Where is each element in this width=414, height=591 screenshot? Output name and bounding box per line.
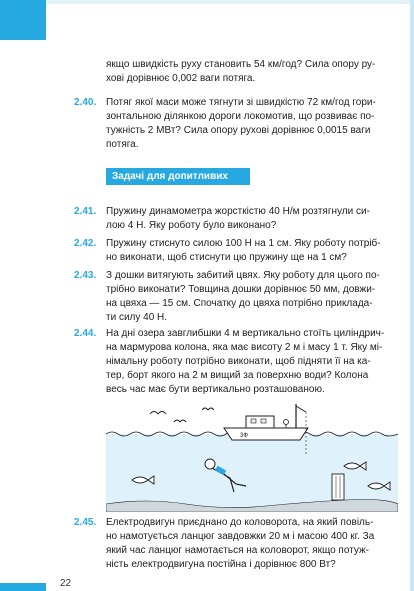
problem-number: 2.45.	[74, 517, 97, 528]
problem-2-44	[74, 327, 398, 397]
bottom-accent	[0, 583, 46, 591]
problem-text: Електродвигун приєднано до коловорота, на який повіль- но намотується ланцюг завдовжки 20 м і масою 400 кг. За який час ланцюг намотається на коловорот, якщо потуж- ність електродвигуна постійна і дорівнює 800 Вт?	[106, 517, 375, 570]
problem-text: З дошки витягують забитий цвях. Яку роботу для цього по- трібно виконати? Товщина дошки дорівнює 50 мм, довжи- на цвяха — 15 см. Спочатку до цвяха потрібно приклада- ти силу 40 Н.	[106, 270, 380, 323]
problem-2-40	[74, 96, 398, 152]
top-strip	[46, 0, 414, 4]
corner-accent	[0, 0, 46, 40]
problem-number: 2.41.	[74, 206, 97, 217]
column	[332, 474, 344, 500]
problem-2-41	[74, 205, 398, 233]
problem-text: Пружину стиснуто силою 100 Н на 1 см. Яку роботу потріб- но виконати, щоб стиснути цю пружину ще на 1 см?	[106, 238, 381, 263]
continuation-text: якщо швидкість руху становить 54 км/год? Сила опору ру- хові дорівнює 0,002 ваги потяга.	[106, 59, 376, 84]
side-rule	[410, 0, 414, 591]
problem-number: 2.40.	[74, 97, 97, 108]
problem-number: 2.43.	[74, 270, 97, 281]
lake-illustration	[106, 400, 398, 512]
problem-text: На дні озера завглибшки 4 м вертикально стоїть циліндрич- на мармурова колона, яка має висоту 2 м і масу 1 т. Яку мі- німальну роботу потрібно виконати, щоб підняти її на ка- тер, борт якого на 2 м вищий за поверхню води? Колона весь час має бути вертикально розташованою.	[106, 328, 385, 395]
problem-2-43	[74, 269, 398, 325]
problem-text: Потяг якої маси може тягнути зі швидкістю 72 км/год гори- зонтальною ділянкою дороги локомотив, що розвиває по- тужність 2 МВт? Сила опору руховi дорівнює 0,0015 ваги потяга.	[106, 97, 376, 150]
section-heading: Задачі для допитливих	[106, 168, 250, 185]
problem-2-45	[74, 516, 398, 572]
problem-number: 2.44.	[74, 328, 97, 339]
ship-label: 3Ф	[240, 433, 248, 439]
problem-text: Пружину динамометра жорсткістю 40 Н/м розтягнули си- лою 4 Н. Яку роботу було виконано?	[106, 206, 370, 231]
page-number: 22	[60, 578, 72, 589]
seagulls	[150, 408, 214, 422]
problem-2-42	[74, 237, 398, 265]
problem-number: 2.42.	[74, 238, 97, 249]
